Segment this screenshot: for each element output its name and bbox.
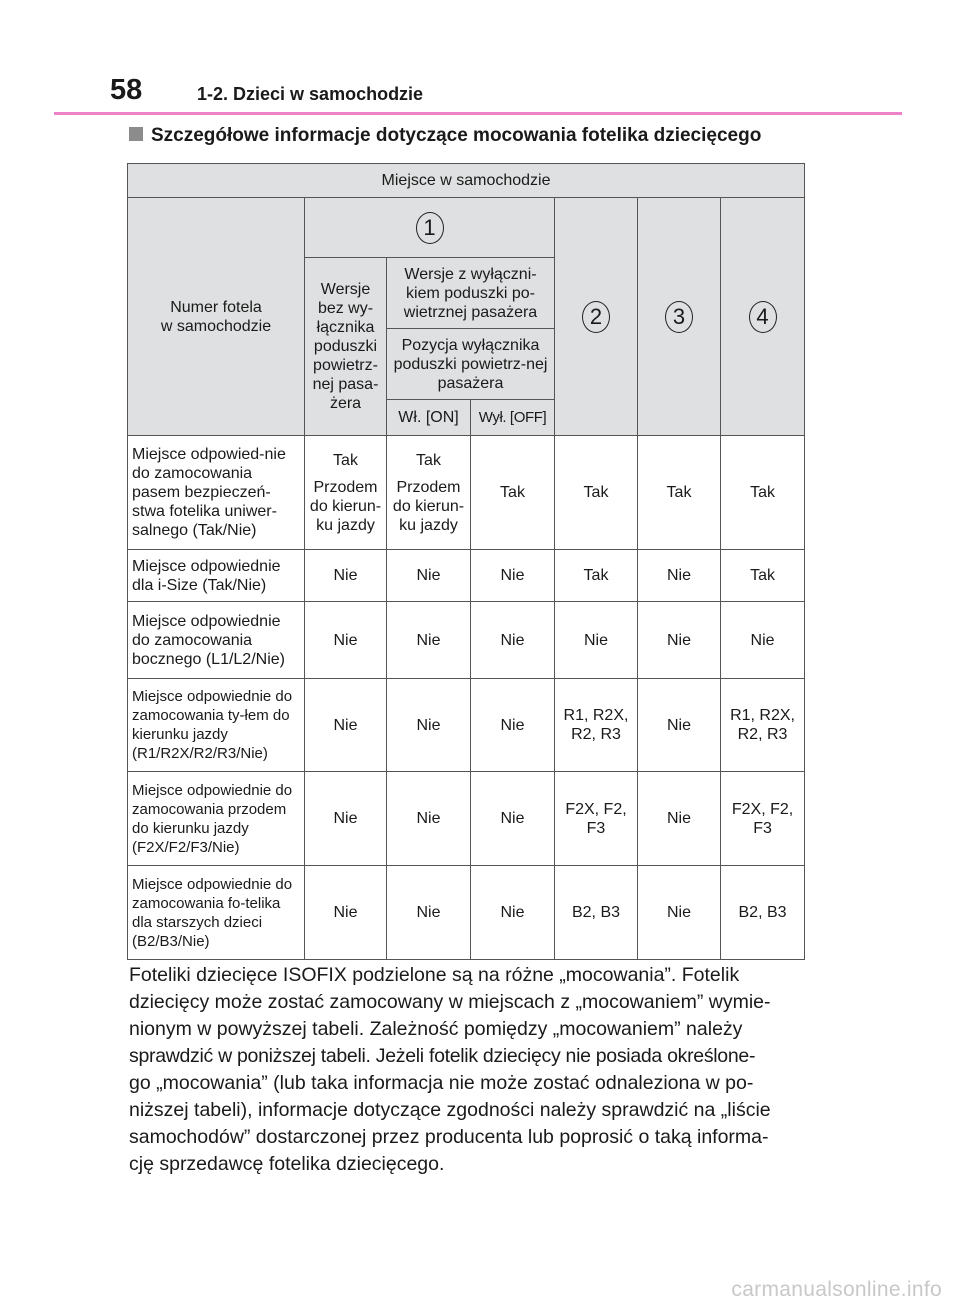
table-cell: Tak <box>471 436 555 550</box>
table-cell: Tak <box>638 436 721 550</box>
paragraph-line: samochodów” dostarczonej przez producenta lub poprosić o taką informa- <box>129 1126 769 1148</box>
seat-4-header <box>721 198 805 436</box>
table-cell: Nie <box>387 602 471 679</box>
table-cell: Nie <box>305 602 387 679</box>
paragraph-line: go „mocowania” (lub taka informacja nie może zostać odnaleziona w po- <box>129 1072 754 1094</box>
table-cell: Nie <box>471 602 555 679</box>
row-label: Miejsce odpowiednie do zamocowania ty-łem do kierunku jazdy (R1/R2X/R2/R3/Nie) <box>128 679 305 772</box>
table-cell: Nie <box>638 772 721 866</box>
body-paragraph <box>129 962 809 1178</box>
table-cell: Nie <box>471 866 555 960</box>
table-cell: Nie <box>305 550 387 602</box>
table-cell: B2, B3 <box>721 866 805 960</box>
table-cell: Nie <box>638 866 721 960</box>
page-number: 58 <box>110 74 143 106</box>
table-cell: Nie <box>555 602 638 679</box>
seat-3-header <box>638 198 721 436</box>
seat-number-3: 3 <box>665 301 693 333</box>
paragraph-line: dziecięcy może zostać zamocowany w miejscach z „mocowaniem” wymie- <box>129 991 771 1013</box>
table-row <box>128 550 805 602</box>
seat-number-4: 4 <box>749 301 777 333</box>
row-label: Miejsce odpowiednie do zamocowania przodem do kierunku jazdy (F2X/F2/F3/Nie) <box>128 772 305 866</box>
table-cell: Nie <box>638 550 721 602</box>
table-cell: Tak <box>721 436 805 550</box>
table-cell: Nie <box>387 679 471 772</box>
table-cell: R1, R2X, R2, R3 <box>721 679 805 772</box>
seat-number-2: 2 <box>582 301 610 333</box>
paragraph-line: nionym w powyższej tabeli. Zależność pomiędzy „mocowaniem” należy <box>129 1018 743 1040</box>
switch-off-header: Wył. [OFF] <box>471 400 555 436</box>
watermark: carmanualsonline.info <box>731 1278 942 1301</box>
row-label: Miejsce odpowied-nie do zamocowania pasem bezpieczeń-stwa fotelika uniwer-salnego (Tak/Nie) <box>128 436 305 550</box>
table-cell: Tak Przodem do kierun-ku jazdy <box>387 436 471 550</box>
table-cell: Nie <box>305 866 387 960</box>
table-cell: Nie <box>471 679 555 772</box>
paragraph-line: sprawdzić w poniższej tabeli. Jeżeli fotelik dziecięcy nie posiada określone- <box>129 1045 756 1067</box>
table-cell: Nie <box>638 679 721 772</box>
seat-number-header: Numer fotela w samochodzie <box>128 198 305 436</box>
square-bullet-icon <box>129 127 143 141</box>
table-cell: Nie <box>471 772 555 866</box>
switch-position-header: Pozycja wyłącznika poduszki powietrz-nej pasażera <box>387 329 555 400</box>
table-cell: Nie <box>387 772 471 866</box>
table-cell: F2X, F2, F3 <box>555 772 638 866</box>
table-top-header: Miejsce w samochodzie <box>128 164 805 198</box>
section-heading <box>129 125 761 147</box>
section-heading-text: Szczegółowe informacje dotyczące mocowania fotelika dziecięcego <box>151 125 762 146</box>
table-row <box>128 866 805 960</box>
table-cell: Nie <box>638 602 721 679</box>
table-cell: Tak <box>555 436 638 550</box>
table-row <box>128 679 805 772</box>
paragraph-line: niższej tabeli), informacje dotyczące zgodności należy sprawdzić na „liście <box>129 1099 771 1121</box>
table-cell: Nie <box>721 602 805 679</box>
switch-on-header: Wł. [ON] <box>387 400 471 436</box>
table-cell: R1, R2X, R2, R3 <box>555 679 638 772</box>
seat-number-1: 1 <box>416 212 444 244</box>
table-cell: B2, B3 <box>555 866 638 960</box>
row-label: Miejsce odpowiednie dla i-Size (Tak/Nie) <box>128 550 305 602</box>
table-cell: Tak Przodem do kierun-ku jazdy <box>305 436 387 550</box>
row-label: Miejsce odpowiednie do zamocowania bocznego (L1/L2/Nie) <box>128 602 305 679</box>
seat-1-header <box>305 198 555 258</box>
table-cell: F2X, F2, F3 <box>721 772 805 866</box>
table-cell: Nie <box>471 550 555 602</box>
paragraph-line: cję sprzedawcę fotelika dziecięcego. <box>129 1153 445 1175</box>
table-cell: Nie <box>305 679 387 772</box>
table-cell: Nie <box>305 772 387 866</box>
table-cell: Tak <box>555 550 638 602</box>
seat-1-no-switch: Wersje bez wy-łącznika poduszki powietrz-nej pasa-żera <box>305 258 387 436</box>
isofix-table <box>127 163 805 960</box>
paragraph-line: Foteliki dziecięce ISOFIX podzielone są na różne „mocowania”. Fotelik <box>129 964 740 986</box>
row-label: Miejsce odpowiednie do zamocowania fo-telika dla starszych dzieci (B2/B3/Nie) <box>128 866 305 960</box>
table-row <box>128 602 805 679</box>
table-cell: Nie <box>387 866 471 960</box>
table-cell: Nie <box>387 550 471 602</box>
seat-1-with-switch: Wersje z wyłączni-kiem poduszki po-wietrznej pasażera <box>387 258 555 329</box>
table-row <box>128 772 805 866</box>
seat-2-header <box>555 198 638 436</box>
header-rule <box>54 112 902 115</box>
table-cell: Tak <box>721 550 805 602</box>
running-title: 1-2. Dzieci w samochodzie <box>197 84 424 104</box>
table-row <box>128 436 805 550</box>
